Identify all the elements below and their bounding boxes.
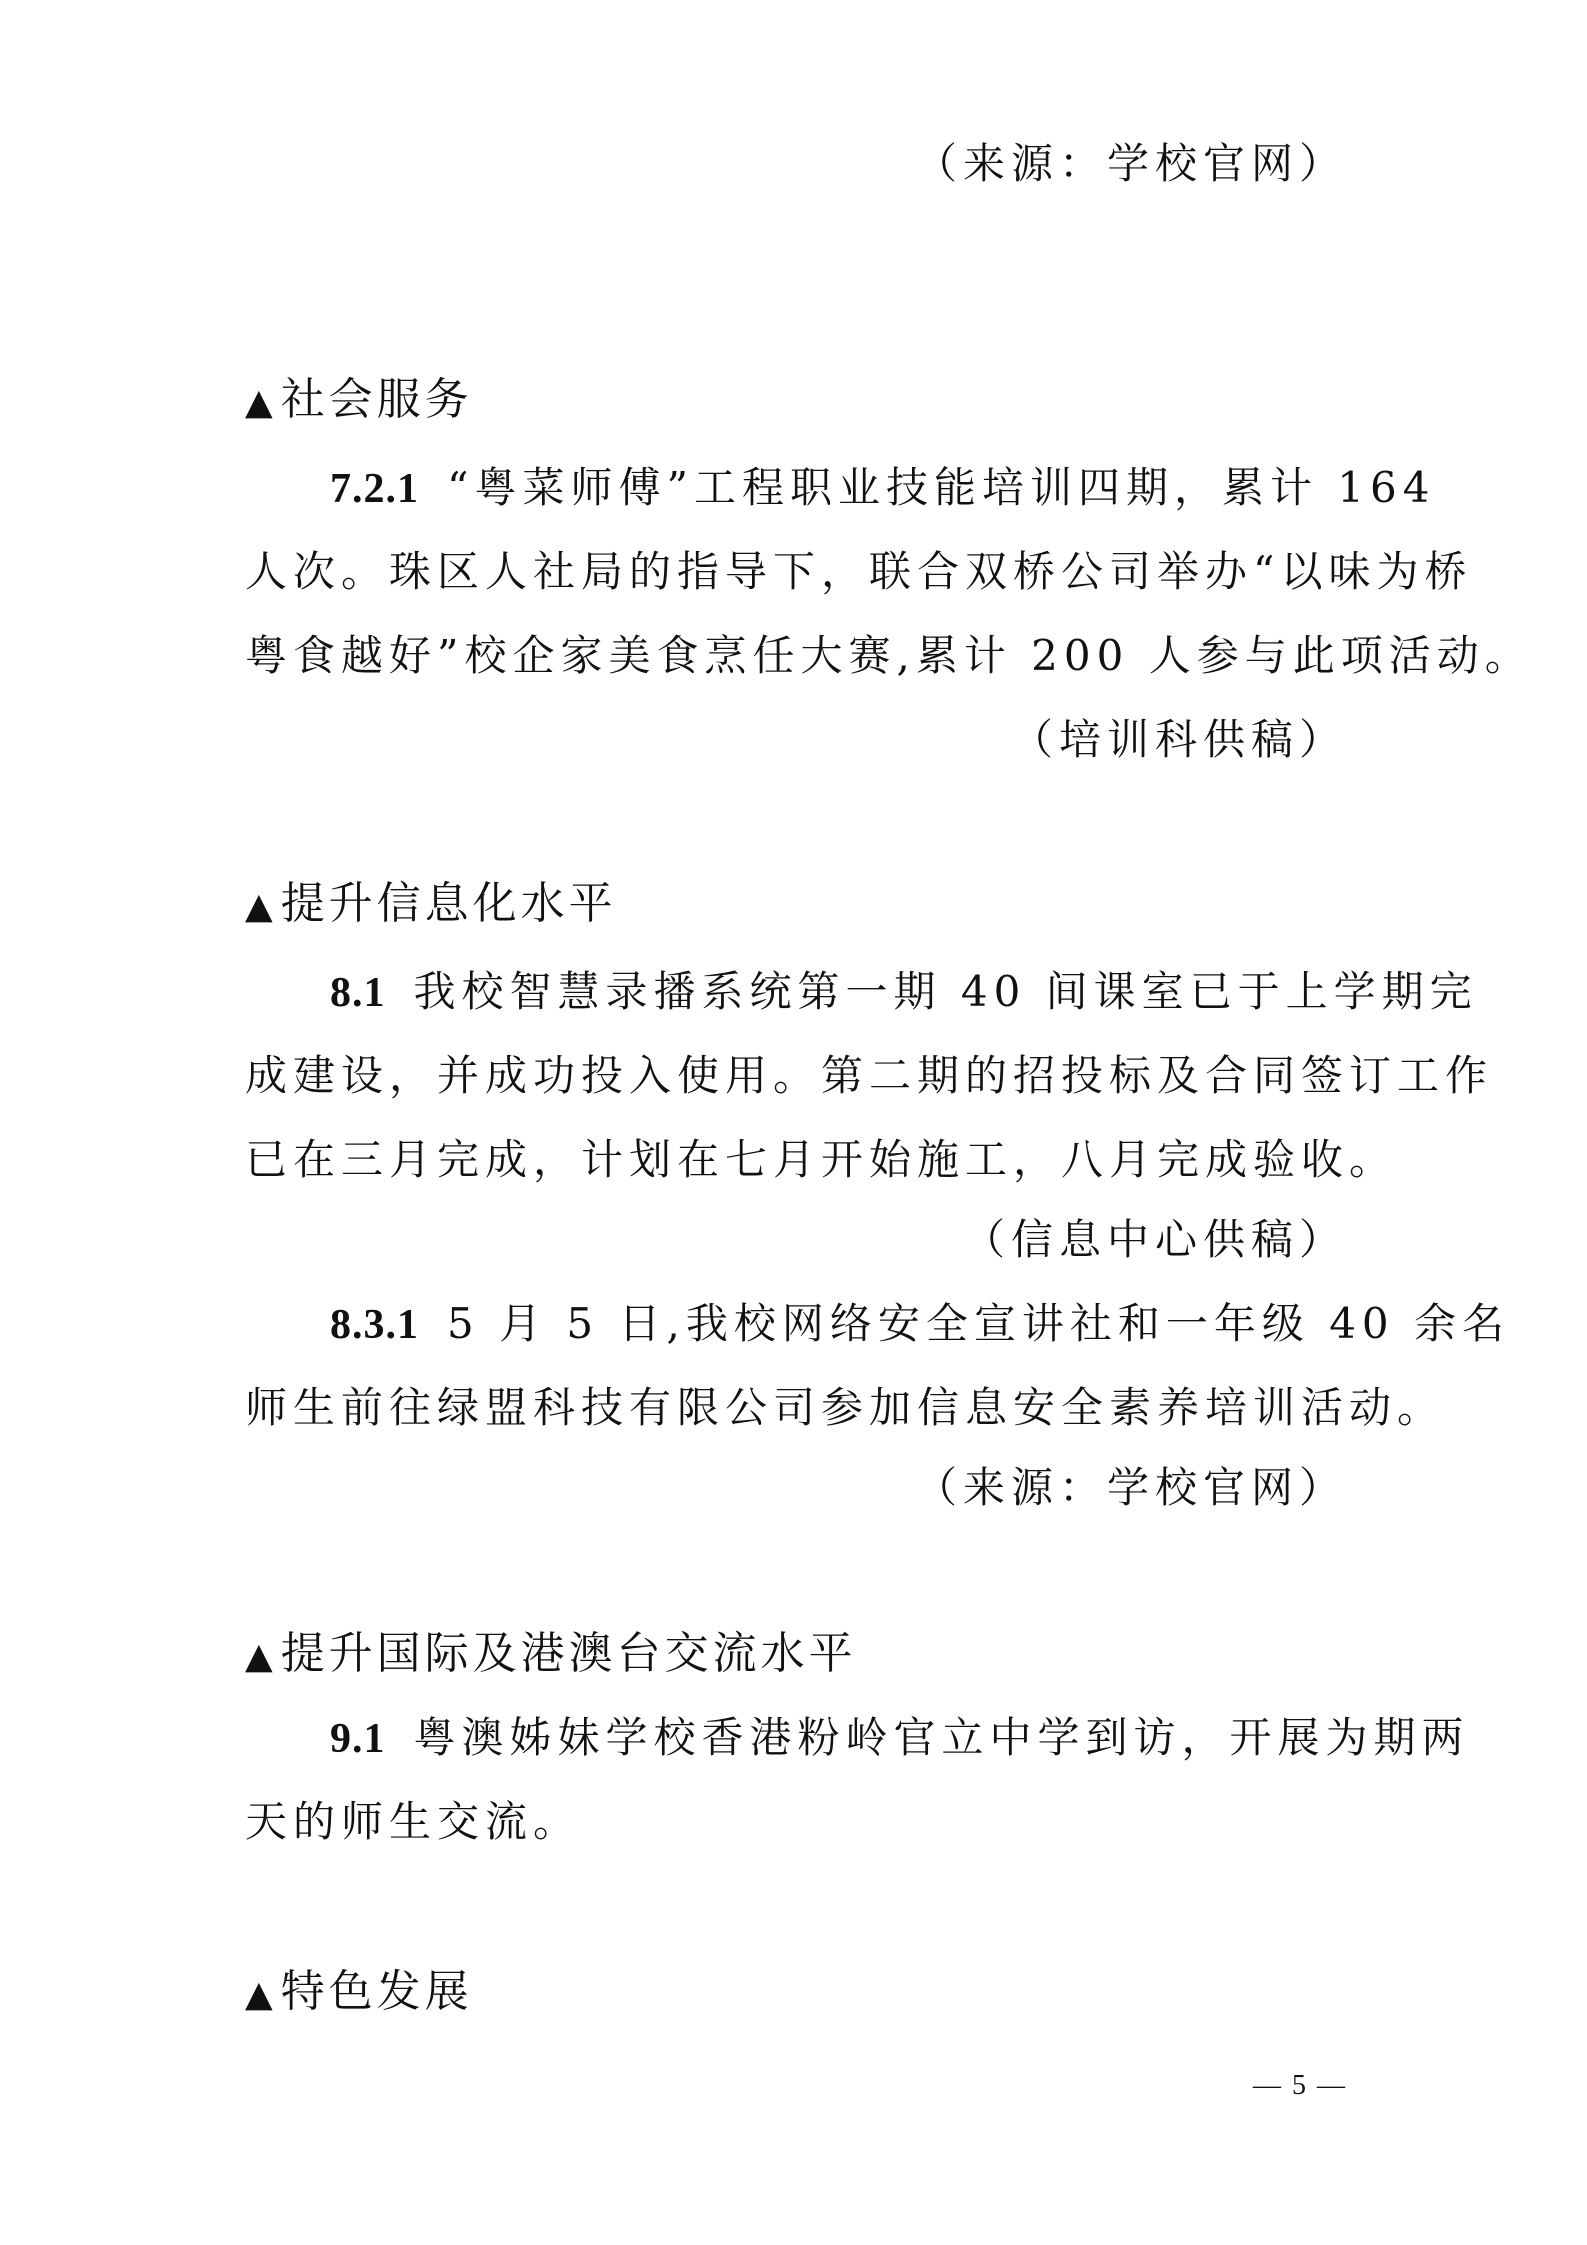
heading-text: 提升国际及港澳台交流水平 <box>280 1628 857 1679</box>
item-number: 8.3.1 <box>330 1302 419 1348</box>
paragraph-8-1-line-2: 成建设，并成功投入使用。第二期的招投标及合同签订工作 <box>245 1051 1494 1100</box>
item-number: 8.1 <box>330 970 386 1016</box>
source-note-website: （来源：学校官网） <box>914 1463 1347 1512</box>
paragraph-text: 粤澳姊妹学校香港粉岭官立中学到访，开展为期两 <box>413 1713 1470 1762</box>
item-number: 9.1 <box>330 1716 386 1762</box>
paragraph-8-3-1-line-2: 师生前往绿盟科技有限公司参加信息安全素养培训活动。 <box>245 1383 1446 1432</box>
section-heading-international <box>245 1612 857 1699</box>
paragraph-7-2-1-line-1 <box>330 446 1436 531</box>
paragraph-8-3-1-line-1 <box>330 1282 1510 1367</box>
paragraph-8-1-line-3: 已在三月完成，计划在七月开始施工，八月完成验收。 <box>245 1135 1398 1184</box>
item-number: 7.2.1 <box>330 466 419 512</box>
section-heading-informatization <box>245 862 617 949</box>
triangle-icon: ▲ <box>245 1974 277 2015</box>
triangle-icon: ▲ <box>245 1636 277 1677</box>
paragraph-text: “粤菜师傅”工程职业技能培训四期，累计 164 <box>447 463 1436 512</box>
heading-text: 社会服务 <box>280 374 473 425</box>
triangle-icon: ▲ <box>245 382 277 423</box>
source-note-info-center: （信息中心供稿） <box>962 1215 1347 1264</box>
section-heading-special-development <box>245 1950 473 2037</box>
source-note-top: （来源：学校官网） <box>914 139 1347 188</box>
triangle-icon: ▲ <box>245 886 277 927</box>
section-heading-social-service <box>245 358 473 445</box>
paragraph-7-2-1-line-3: 粤食越好”校企家美食烹任大赛,累计 200 人参与此项活动。 <box>245 631 1533 680</box>
paragraph-7-2-1-line-2: 人次。珠区人社局的指导下，联合双桥公司举办“以味为桥 <box>245 547 1473 596</box>
paragraph-9-1-line-1 <box>330 1696 1470 1781</box>
heading-text: 提升信息化水平 <box>280 878 617 929</box>
paragraph-9-1-line-2: 天的师生交流。 <box>245 1797 582 1846</box>
paragraph-text: 5 月 5 日,我校网络安全宣讲社和一年级 40 余名 <box>447 1299 1510 1348</box>
page-number: — 5 — <box>1253 2070 1347 2101</box>
heading-text: 特色发展 <box>280 1966 473 2017</box>
source-note-training: （培训科供稿） <box>1010 715 1347 764</box>
paragraph-text: 我校智慧录播系统第一期 40 间课室已于上学期完 <box>413 967 1478 1016</box>
paragraph-8-1-line-1 <box>330 950 1478 1035</box>
